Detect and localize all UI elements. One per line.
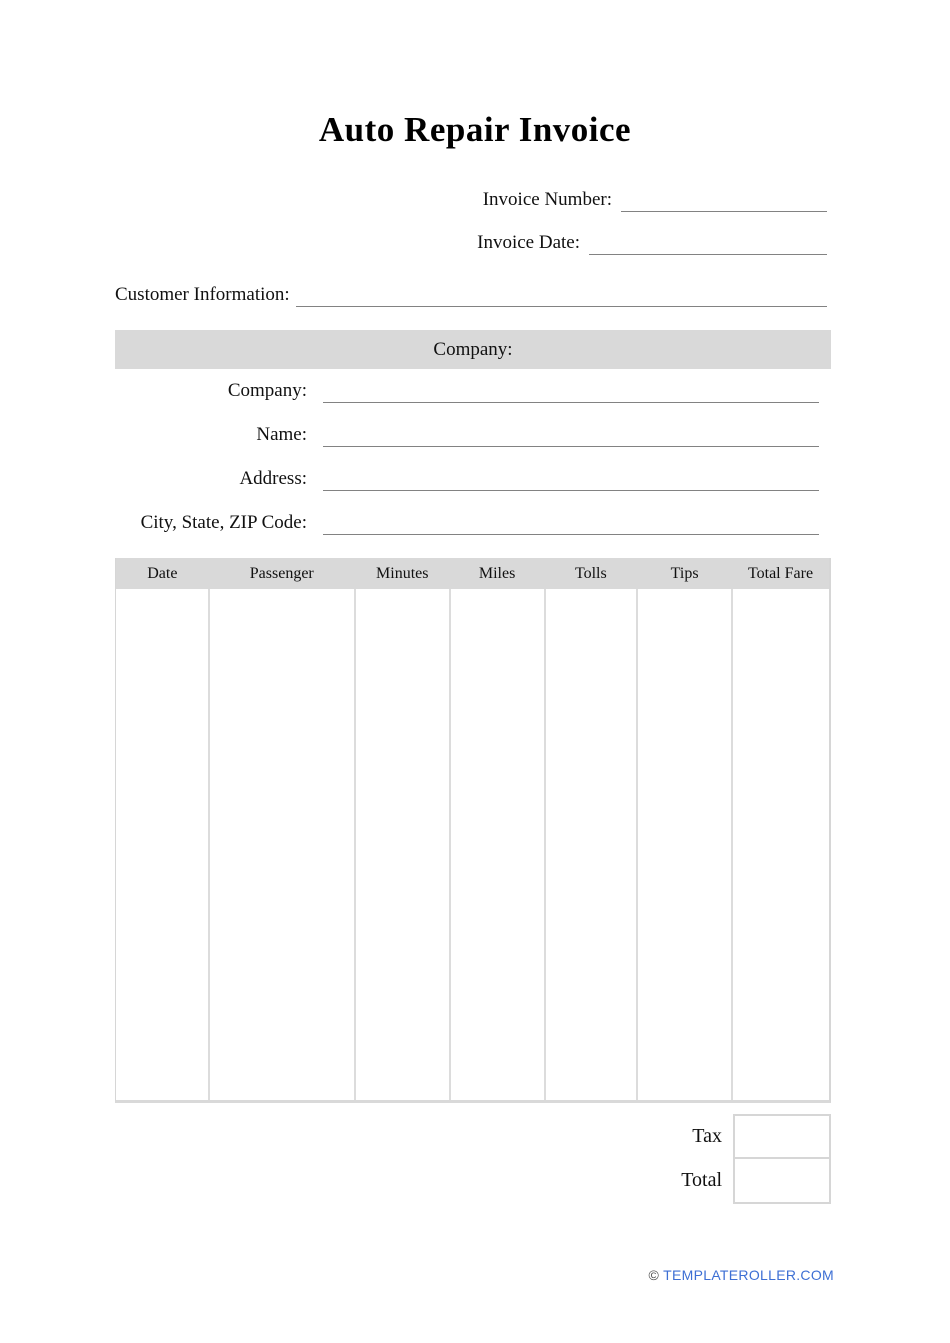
table-cell-total-fare[interactable] (732, 589, 829, 1100)
table-cell-date[interactable] (116, 589, 209, 1100)
company-field-input-line[interactable] (323, 379, 819, 403)
city-state-zip-field-row (115, 491, 819, 535)
column-header-minutes: Minutes (355, 558, 450, 589)
name-field-row (115, 403, 819, 447)
company-section-header-label: Company: (433, 338, 513, 360)
totals-section (115, 1114, 831, 1204)
column-header-tolls: Tolls (545, 558, 638, 589)
customer-information-input-line[interactable] (296, 283, 827, 307)
invoice-date-input-line[interactable] (589, 231, 827, 255)
table-cell-tolls[interactable] (545, 589, 638, 1100)
table-cell-miles[interactable] (450, 589, 545, 1100)
invoice-date-row (477, 230, 827, 255)
page-title: Auto Repair Invoice (318, 110, 632, 149)
column-header-total-fare: Total Fare (732, 558, 829, 589)
name-field-input-line[interactable] (323, 423, 819, 447)
invoice-date-label: Invoice Date: (477, 232, 580, 253)
tax-row (115, 1114, 831, 1159)
column-header-miles: Miles (450, 558, 545, 589)
table-cell-minutes[interactable] (355, 589, 450, 1100)
address-field-row (115, 447, 819, 491)
company-field-label: Company: (227, 380, 307, 401)
company-fields (115, 359, 819, 535)
copyright-symbol: © (648, 1267, 660, 1283)
templateroller-link[interactable]: TEMPLATEROLLER.COM (663, 1267, 834, 1283)
total-row (115, 1157, 831, 1204)
address-field-input-line[interactable] (323, 467, 819, 491)
table-cell-tips[interactable] (637, 589, 732, 1100)
customer-information-row (115, 282, 827, 307)
name-field-label: Name: (256, 424, 307, 445)
trip-table-header-row (116, 558, 829, 589)
total-value-box[interactable] (733, 1157, 831, 1204)
address-field-label: Address: (239, 468, 307, 489)
company-field-row (115, 359, 819, 403)
table-cell-passenger[interactable] (209, 589, 355, 1100)
total-label: Total (681, 1169, 722, 1191)
column-header-passenger: Passenger (209, 558, 355, 589)
invoice-number-input-line[interactable] (621, 188, 827, 212)
customer-information-label: Customer Information: (115, 284, 290, 305)
city-state-zip-field-input-line[interactable] (323, 511, 819, 535)
invoice-number-row (483, 187, 827, 212)
column-header-tips: Tips (637, 558, 732, 589)
tax-value-box[interactable] (733, 1114, 831, 1159)
tax-label: Tax (692, 1125, 722, 1147)
trip-table-empty-row (116, 589, 829, 1100)
column-header-date: Date (116, 558, 209, 589)
trip-table (116, 558, 829, 1100)
invoice-number-label: Invoice Number: (482, 189, 612, 210)
trip-table-container (115, 558, 831, 1103)
city-state-zip-field-label: City, State, ZIP Code: (140, 512, 307, 533)
footer (649, 1267, 834, 1283)
